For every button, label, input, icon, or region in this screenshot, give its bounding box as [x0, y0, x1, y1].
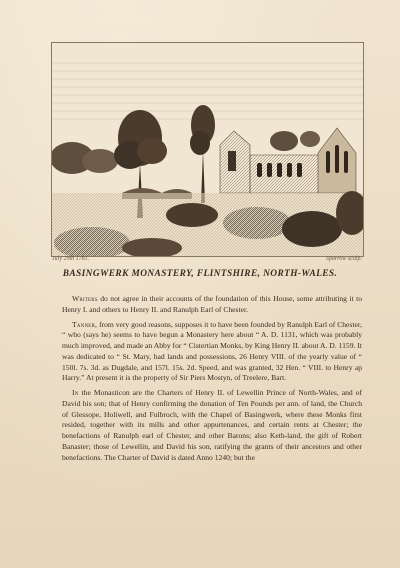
engraving-plate [51, 42, 364, 257]
date-imprint: July 29th 1781. [52, 256, 90, 262]
paragraph [62, 294, 362, 316]
paragraph [62, 388, 362, 463]
article-body [62, 294, 362, 467]
paragraph-text: from very good reasons, supposes it to have been founded by Ranulph Earl of Chester, “ who (says he) seems to have begun a Monastery here about “ A. D. 1131, which was probably much improved, and made an Abby for “ Cistertian Monks, by King Henry II. about A. D. 1159. It was dedicated to “ St. Mary, had lands and possessions, 26 Henry VIII. of the yearly value of “ 150l. 7s. 3d. as Dugdale, and 157l. 15s. 2d. Speed, and was granted, 32 Hen. “ VIII. to Henry ap Harry.” At present it is the property of Sir Piers Mostyn, of Treelere, Bart. [62, 319, 362, 383]
engraver-imprint: Sparrow sculp. [325, 256, 362, 262]
plate-caption: BASINGWERK MONASTERY, FLINTSHIRE, NORTH-WALES. [62, 269, 338, 279]
paragraph-lead: Writers [72, 294, 98, 303]
paragraph [62, 320, 362, 385]
abbey-ruins-engraving [52, 43, 363, 256]
paragraph-lead: Tanner, [72, 319, 98, 329]
paragraph-lead: In [72, 388, 79, 397]
paragraph-text: do not agree in their accounts of the foundation of this House, some attributing it to Henry I. and others to Henry II. and Ranulph Earl of Chester. [62, 294, 362, 314]
paragraph-text: the Monasticon are the Charters of Henry II. of Lewellin Prince of North-Wales, and of David his son; that of Henry confirming the donation of Ten Pounds per ann. of land, the Church of Glessope, Holiwell, and Fulbroch, with the Chapel of Basingwerk, where these Monks first resided, together with its mills and other appurtenances, and certain rents at Chester; the benefactions of Ranulph earl of Chester, and other Barons; also Keth-land, the gift of Robert Banaster; those of Lewellin, and David his son, ratifying the grants of their ancestors and other benefactions. The Charter of David is dated Anno 1240; but the [62, 388, 362, 462]
